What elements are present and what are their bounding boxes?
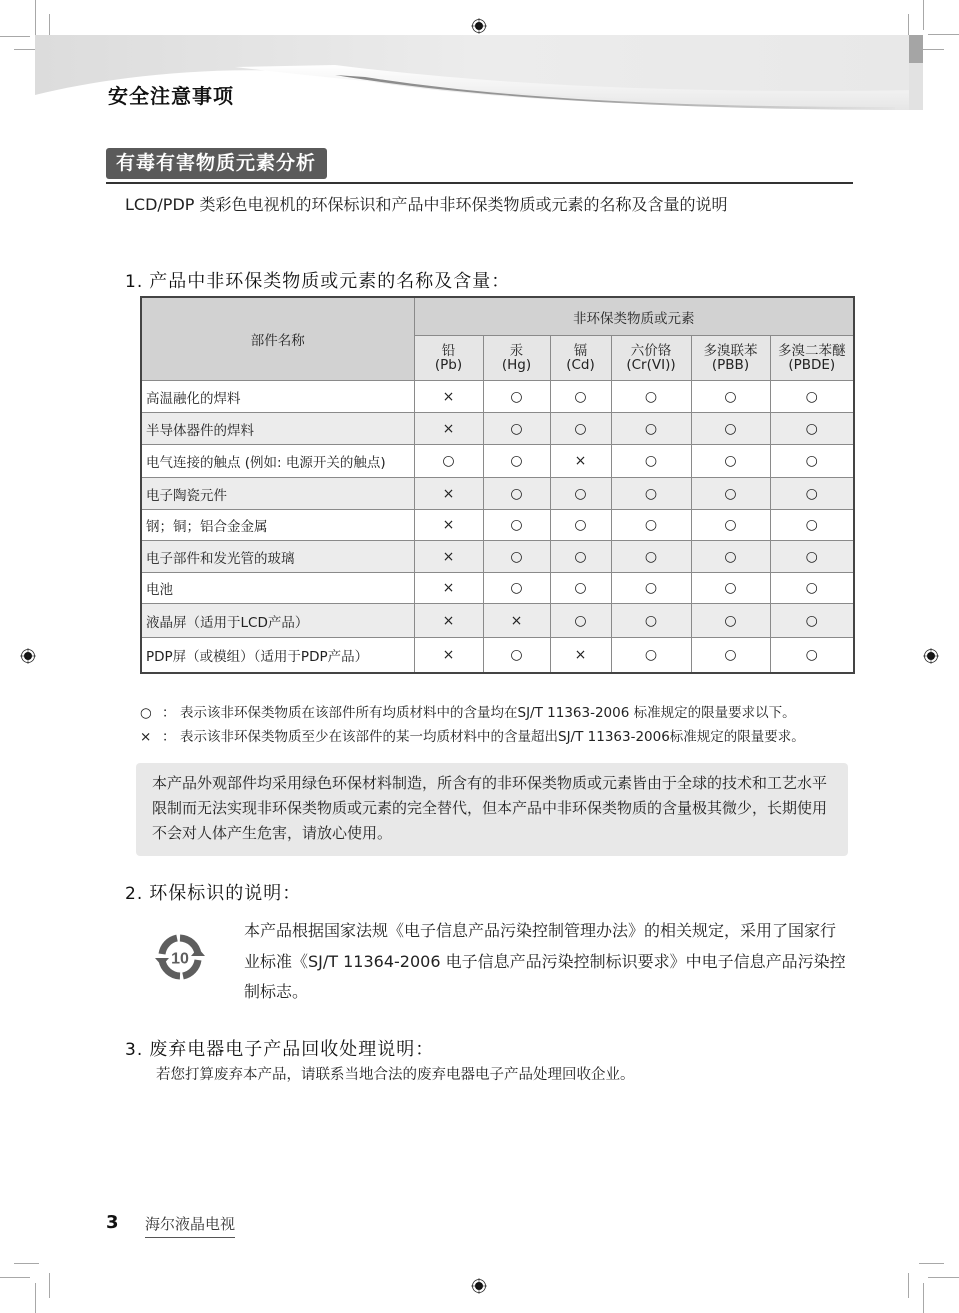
mark-cell: ○	[483, 478, 550, 510]
part-name-cell: 高温融化的焊料	[141, 381, 414, 413]
table-row	[141, 510, 854, 541]
part3-heading-text: 废弃电器电子产品回收处理说明：	[149, 1039, 435, 1060]
table-row	[141, 573, 854, 604]
mark-cell: ○	[483, 445, 550, 478]
mark-cell: ○	[550, 413, 611, 445]
column-header-pbde: 多溴二苯醚 (PBDE)	[770, 336, 854, 381]
crop-mark	[35, 0, 36, 36]
mark-cell: ○	[691, 510, 770, 541]
mark-cell: ○	[550, 541, 611, 573]
table-row	[141, 638, 854, 673]
mark-cell: ○	[611, 478, 691, 510]
part-name-cell: 电子部件和发光管的玻璃	[141, 541, 414, 573]
mark-cell: ○	[550, 604, 611, 638]
registration-mark-icon	[923, 648, 939, 664]
crop-mark	[49, 1273, 50, 1298]
mark-cell: ○	[770, 541, 854, 573]
mark-cell: ○	[611, 541, 691, 573]
mark-cell: ○	[414, 445, 483, 478]
mark-cell: ○	[770, 381, 854, 413]
mark-cell: ×	[483, 604, 550, 638]
mark-cell: ○	[611, 381, 691, 413]
crop-mark	[0, 36, 30, 37]
registration-mark-icon	[20, 648, 36, 664]
crop-mark	[0, 1277, 30, 1278]
page-title: 安全注意事项	[108, 84, 234, 108]
mark-cell: ○	[691, 541, 770, 573]
legend-symbol: ○	[140, 705, 152, 721]
mark-cell: ×	[414, 541, 483, 573]
disposal-instructions: 若您打算废弃本产品，请联系当地合法的废弃电器电子产品处理回收企业。	[156, 1067, 635, 1083]
part1-heading-text: 产品中非环保类物质或元素的名称及含量：	[149, 271, 511, 292]
column-header-hg: 汞 (Hg)	[483, 336, 550, 381]
svg-text:10: 10	[171, 950, 189, 968]
section-badge: 有毒有害物质元素分析	[106, 148, 327, 179]
mark-cell: ○	[550, 573, 611, 604]
part-name-cell: 钢；铜；铝合金金属	[141, 510, 414, 541]
table-row	[141, 381, 854, 413]
mark-cell: ○	[483, 510, 550, 541]
mark-cell: ○	[483, 381, 550, 413]
environmental-mark-description: 本产品根据国家法规《电子信息产品污染控制管理办法》的相关规定，采用了国家行业标准《SJ/T 11364-2006 电子信息产品污染控制标识要求》中电子信息产品污染控制标志。	[244, 921, 846, 1001]
mark-cell: ○	[770, 510, 854, 541]
mark-cell: ○	[770, 638, 854, 673]
mark-cell: ×	[414, 638, 483, 673]
part-name-cell: 半导体器件的焊料	[141, 413, 414, 445]
column-header-cr6: 六价铬 (Cr(VI))	[611, 336, 691, 381]
registration-mark-icon	[471, 1278, 487, 1294]
mark-cell: ○	[691, 604, 770, 638]
mark-cell: ×	[414, 381, 483, 413]
part2-heading-text: 环保标识的说明：	[149, 883, 302, 904]
legend-symbol: ×	[140, 729, 152, 745]
part-name-cell: 电气连接的触点 (例如: 电源开关的触点)	[141, 445, 414, 478]
page-number: 3	[106, 1212, 119, 1233]
mark-cell: ○	[483, 638, 550, 673]
mark-cell: ×	[414, 573, 483, 604]
table-row	[141, 604, 854, 638]
mark-cell: ×	[414, 510, 483, 541]
table-row	[141, 445, 854, 478]
column-header-pb: 铅 (Pb)	[414, 336, 483, 381]
legend-text: 表示该非环保类物质至少在该部件的某一均质材料中的含量超出SJ/T 11363-2006标准规定的限量要求。	[180, 729, 805, 745]
part-name-cell: 电池	[141, 573, 414, 604]
registration-mark-icon	[471, 18, 487, 34]
section-divider	[106, 182, 853, 184]
part2-number: 2.	[125, 884, 144, 904]
part-name-cell: PDP屏（或模组）（适用于PDP产品）	[141, 638, 414, 673]
mark-cell: ○	[483, 413, 550, 445]
column-header-cd: 镉 (Cd)	[550, 336, 611, 381]
intro-text: LCD/PDP 类彩色电视机的环保标识和产品中非环保类物质或元素的名称及含量的说明	[125, 195, 728, 214]
hazardous-substances-table	[140, 296, 855, 674]
column-header-pbb: 多溴联苯 (PBB)	[691, 336, 770, 381]
footer-brand: 海尔液晶电视	[145, 1213, 235, 1238]
crop-mark	[923, 1283, 924, 1313]
mark-cell: ○	[691, 573, 770, 604]
part1-number: 1.	[125, 272, 144, 292]
mark-cell: ○	[691, 478, 770, 510]
mark-cell: ×	[550, 445, 611, 478]
crop-mark	[908, 1273, 909, 1298]
mark-cell: ○	[611, 510, 691, 541]
crop-mark	[14, 1263, 39, 1264]
legend-item-circle: ○ ： 表示该非环保类物质在该部件所有均质材料中的含量均在SJ/T 11363-2006 标准规定的限量要求以下。	[140, 705, 796, 721]
mark-cell: ×	[414, 478, 483, 510]
substances-group-header: 非环保类物质或元素	[414, 297, 854, 336]
mark-cell: ○	[691, 413, 770, 445]
table-row	[141, 413, 854, 445]
mark-cell: ×	[414, 413, 483, 445]
recycle-10-icon	[155, 934, 205, 980]
crop-mark	[923, 0, 924, 30]
legend-item-cross: × ： 表示该非环保类物质至少在该部件的某一均质材料中的含量超出SJ/T 11363-2006标准规定的限量要求。	[140, 729, 805, 745]
part1-heading	[125, 267, 510, 293]
mark-cell: ○	[691, 638, 770, 673]
crop-mark	[928, 34, 959, 35]
part2-heading	[125, 879, 301, 905]
table-row	[141, 541, 854, 573]
part-name-header: 部件名称	[141, 297, 414, 381]
notice-box	[136, 763, 848, 856]
part-name-cell: 液晶屏（适用于LCD产品）	[141, 604, 414, 638]
part3-number: 3.	[125, 1040, 144, 1060]
mark-cell: ○	[550, 381, 611, 413]
mark-cell: ○	[770, 573, 854, 604]
crop-mark	[928, 1277, 959, 1278]
mark-cell: ×	[550, 638, 611, 673]
mark-cell: ○	[770, 604, 854, 638]
notice-text: 本产品外观部件均采用绿色环保材料制造，所含有的非环保类物质或元素皆由于全球的技术和工艺水平限制而无法实现非环保类物质或元素的完全替代，但本产品中非环保类物质的含量极其微少，长期使用不会对人体产生危害，请放心使用。	[152, 774, 828, 842]
mark-cell: ○	[611, 604, 691, 638]
mark-cell: ○	[550, 478, 611, 510]
mark-cell: ○	[550, 510, 611, 541]
crop-mark	[919, 1263, 944, 1264]
mark-cell: ○	[483, 541, 550, 573]
mark-cell: ×	[414, 604, 483, 638]
part3-heading	[125, 1035, 434, 1061]
mark-cell: ○	[611, 638, 691, 673]
legend-text: 表示该非环保类物质在该部件所有均质材料中的含量均在SJ/T 11363-2006 标准规定的限量要求以下。	[180, 705, 796, 721]
crop-mark	[35, 1283, 36, 1313]
part-name-cell: 电子陶瓷元件	[141, 478, 414, 510]
mark-cell: ○	[483, 573, 550, 604]
mark-cell: ○	[611, 445, 691, 478]
mark-cell: ○	[770, 413, 854, 445]
mark-cell: ○	[691, 381, 770, 413]
mark-cell: ○	[770, 478, 854, 510]
mark-cell: ○	[611, 413, 691, 445]
mark-cell: ○	[770, 445, 854, 478]
table-row	[141, 478, 854, 510]
mark-cell: ○	[691, 445, 770, 478]
mark-cell: ○	[611, 573, 691, 604]
